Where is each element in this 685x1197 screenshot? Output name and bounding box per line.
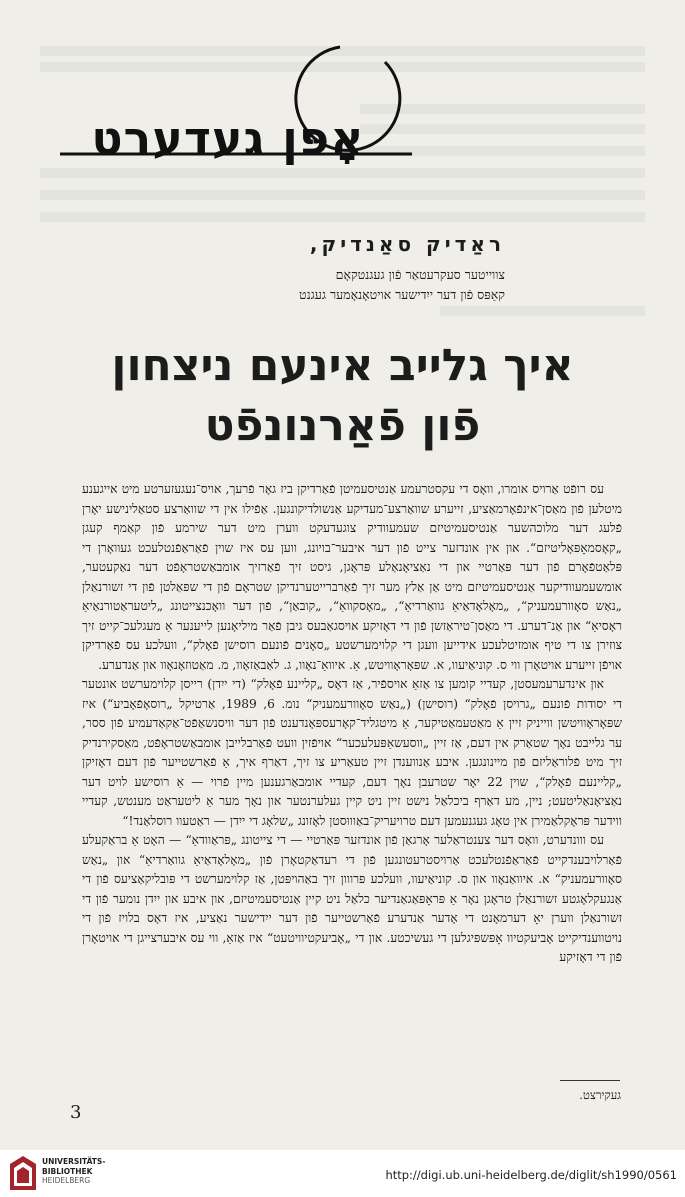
footnote-divider: [560, 1080, 620, 1081]
body-paragraph: און אינדערעמעסטן, קעדיי קומען צו אַזאַ אויספֿיר, אַז דאָס „קליינע פֿאָלק“ (די ייִדן) רייסן קלוימערשט אונטער די יסודות פֿונעם „גרויסן פֿאָלק“ (רוסישן) („נאַש סאָוורעמעניק“ נומ. 6, 1989, אַרטיקל „רוסאָפֿאָביע“) איז שפּאָראָוויטשן ווייניק זיין אַ מאַטעמאַטיקער, אַ מיטגליד־קאָרעספּאָנדענט פֿון דער וויסנשאַפֿט־אַקאַדעמיע פֿון ססר, ער גלייבט נאָך שטאַרק אין דעם, אַז זיין „ווסעשאַפּעלעכער“ אויפֿזין וועט פֿאַרבלייבן אומבאַשטראָפֿט, מאַסקירנדיק זיך מיט פֿלוראַליזם פֿון מיינונגען. איבע אַנווענדן זיין טעאַריע צו זיך, דאַרף איך, אַ פֿאַרשטייער פֿון דעם דאָזיקן „קליינעם פֿאָלק“, שוין 22 יאָר שטרעבן נאָך דעם, קעדיי אומבאַרגענען מיין פֿרוי — אַ רוסישע לויט דער נאַציאָנאַליטעט; ניין, מע דאַרף ביכלאַל נישט זיין ניט קיין געלערנטער און נאָך מער אַ ליטעראַט מענטש, קעדיי ווידער פּראָקלאַמירן אין טאָג געגנעמען דעם טרויעריק־באַוווּסטן לאָזונג „שלאָג די ייִדן — ראַטעוו רוסלאַנד!“: [82, 677, 622, 828]
section-title: אָפּן געדערט: [91, 111, 365, 165]
bleed-through-line: [40, 168, 645, 178]
author-name: ראַדיק סאַנדיק,: [309, 232, 505, 256]
university-library-logo-icon: [8, 1154, 38, 1192]
library-name-line: BIBLIOTHEK: [42, 1166, 93, 1176]
author-role-line: קאַפּס פֿון דער ייִדישער אויטאָנאָמער געגנט: [299, 287, 505, 302]
body-paragraph: עס רופֿט אַרויס אומרו, וואָס די עקסטרעמע אַנטיסעמיטן פֿאַרדיקן ביז גאָר פֿרעך, אויס־נעגעזערטע מיט אייגענע מיטלען פֿון מאַסן־אינפֿאָרמאַציע, זייערע שוואַרצע־מעדיקע אַנשולדיקונגען. אַפֿילו אין די שוואַרצע סטאַלינישע יאָרן פֿלעג דער מלוכהשער אַנטיסעמיטיזם שעמעוודיק צוגעדעקט ווערן מיט דער שירמע פֿון קאַמף קעגן „קאָסמאָפּאָליטיזם“. און אין אונדזער צייט פֿון דער איבער־בויונג, ווען עס איז שוין פֿאַראַפֿנטלעכט געוואָרן די פּלאַטפֿאָרם פֿון דער פּאַרטיי און די נאַציאָנאַלע פּראָגן, גיסט זיך פֿאַרזיך אומבאַשטראָפֿט דער נאַקעטער, אומשעמעוודיקער אַנטיסעמיטיזם מיט אַן אַלץ מער זיך פֿאַרברייטערנדיקן שטראָם פֿון די שפּאַלטן פֿון די זשורנאַלן „נאַש סאָוורעמעניק“, „מאָלאָדאַיאַ גוואַרדיאַ“, „מאָסקוואַ“, „קובאַן“, פֿון דער וואָכנצייטונג „ליטעראַטורנאַיאַ ראָסיאַ“ און אַנ־דערע. די מאַסן־טיראַזשן פֿון די דאָזיקע אויסגאַבעס גיבן פֿאַר מיליאָנען לייענער אַ מעגלעכ־קייט זיך צוזירן צו די טיף אומזיטלעכע אידייען וועגן די קלוימערשטע „סאָנים פֿונעם רוסישן פֿאָלק“, וועלכע עס פֿאַרדיקן אויפֿן זייערע אויטאָרן ווי ס. קוניאַיעוו, א. שפּאָראָוויטש, אַ. איוואַ־נאָוו, ג. לאַבאַזאָוו, מ. מאַטוזאָנאָוו און אַנדערע.: [82, 482, 622, 672]
article-body: [82, 480, 622, 968]
section-header: [40, 42, 420, 165]
body-paragraph: עס ווונדערט, וואָס דער צענטראַלער אָרגאַן פֿון אונדזער פּאַרטיי — די צייטונג „פּראַוודאַ“ — האָט אַ בראַקעלע פֿאַרלויבענדקייט פֿאַראַפֿנטלעכט אַרויסטרעטונגען פֿון די רעדאַקטאָרן פֿון „מאָלאָדאַיאַ גוואַרדיאַ“ און „נאַש סאָוורעמעניק“ א. איוואַנאָוו און ס. קוניאַיעוו, וועלכע פּרווון זיך באַהויפּטן, אַז קלוימערשט די פּובליקאַציעס פֿון די אַנגעקלאָגטע זשורנאַלן טראָגן נאָר אַ פּראָפּאַגאַנדיער כלאַל ניט קיין אַנטיסעמיטיזם, און איבע און ייִדן נומער פֿון די זשורנאַלן ווערן יאָ דערמאָנט די אָדער אַנדערע פֿאַרשטייער פֿון דער ייִדישער נאַציע, איז דאָס בלויז פֿון די נויטווענדיקייט אָביעקטיוו אָפּשפּיגלען די געשיכטע. און די „אָביעקטיוויטעט“ איז אַזאַ, ווי עס איבערצייגן די אויטאָרן פֿון די דאָזיקע: [82, 833, 622, 964]
footnote: געקירצט.: [579, 1088, 621, 1102]
source-url-link[interactable]: http://digi.ub.uni-heidelberg.de/diglit/sh1990/0561: [385, 1168, 677, 1182]
bleed-through-line: [40, 190, 645, 200]
page-number: 3: [70, 1102, 82, 1123]
bleed-through-line: [440, 306, 645, 316]
library-name-line: UNIVERSITÄTS-: [42, 1157, 106, 1166]
article-headline-line1: איך גלייב אינעם ניצחון: [111, 340, 574, 391]
library-name-line: HEIDELBERG: [42, 1176, 91, 1185]
library-name: [42, 1157, 172, 1186]
article-headline-line2: פֿון פֿאַרנונפֿט: [204, 400, 481, 451]
bleed-through-line: [40, 212, 645, 222]
author-role-line: צווייטער סעקרעטאַר פֿון געגנטקאָם: [335, 267, 505, 282]
